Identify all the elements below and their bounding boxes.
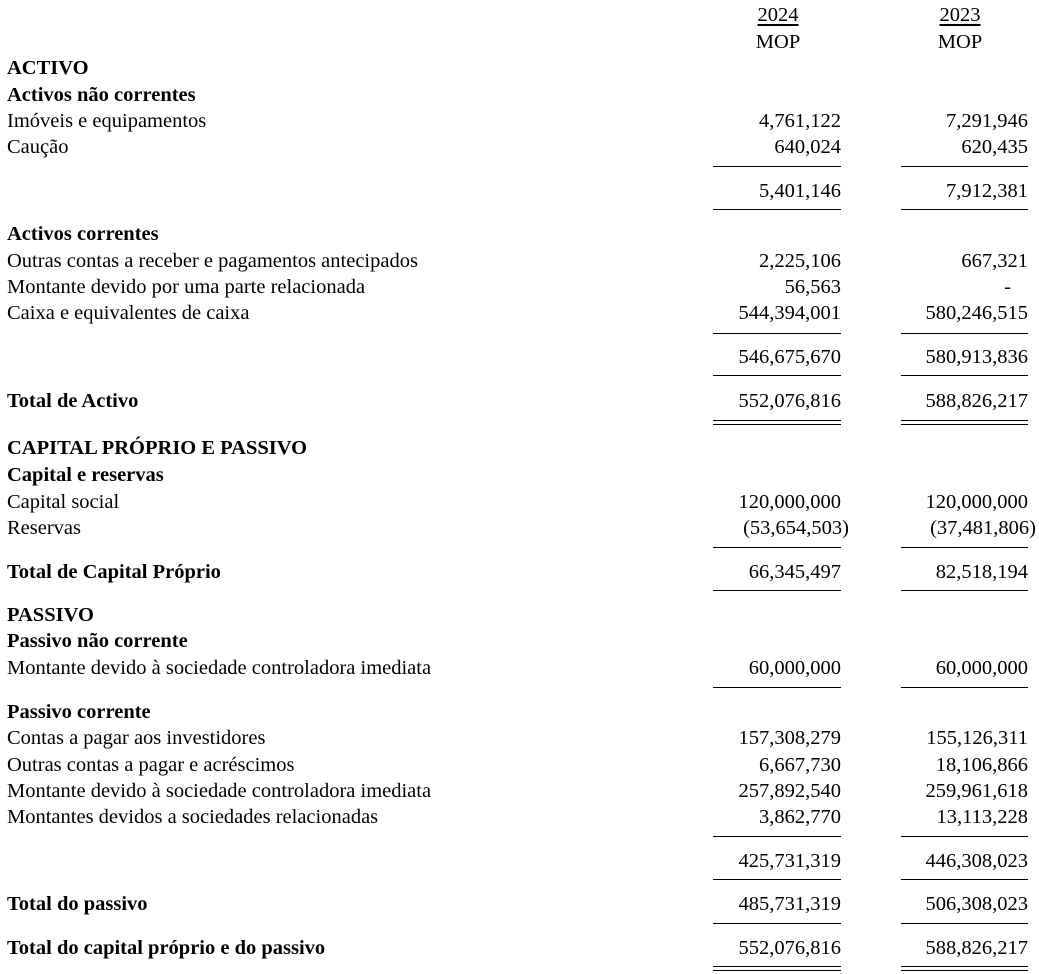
subsection-title: Passivo não corrente bbox=[7, 630, 188, 652]
value-2024: 56,563 bbox=[784, 276, 841, 298]
row-label: Outras contas a pagar e acréscimos bbox=[7, 754, 295, 776]
row-label: Outras contas a receber e pagamentos antecipados bbox=[7, 250, 418, 272]
value-2024: (53,654,503) bbox=[743, 517, 849, 539]
value-2023: - bbox=[1004, 276, 1011, 298]
rule bbox=[713, 547, 841, 548]
total-2024: 552,076,816 bbox=[738, 390, 841, 412]
value-2024: 6,667,730 bbox=[759, 754, 841, 776]
value-2023: 7,291,946 bbox=[946, 110, 1028, 132]
double-rule bbox=[901, 966, 1028, 971]
total-2023: 588,826,217 bbox=[925, 390, 1028, 412]
section-title-passivo: PASSIVO bbox=[7, 604, 94, 626]
grand-total-2024: 552,076,816 bbox=[738, 937, 841, 959]
double-rule bbox=[713, 420, 841, 425]
value-2024: 120,000,000 bbox=[738, 491, 841, 513]
row-label: Caixa e equivalentes de caixa bbox=[7, 302, 250, 324]
rule bbox=[713, 879, 841, 880]
rule bbox=[901, 687, 1028, 688]
subsection-title: Activos não correntes bbox=[7, 84, 196, 106]
value-2023: (37,481,806) bbox=[930, 517, 1036, 539]
header-currency-2023: MOP bbox=[937, 31, 983, 53]
value-2023: 60,000,000 bbox=[935, 657, 1028, 679]
value-2023: 580,246,515 bbox=[925, 302, 1028, 324]
value-2023: 259,961,618 bbox=[925, 780, 1028, 802]
subsection-title: Capital e reservas bbox=[7, 464, 164, 486]
double-rule bbox=[901, 420, 1028, 425]
rule bbox=[901, 375, 1028, 376]
value-2024: 60,000,000 bbox=[748, 657, 841, 679]
row-label: Montante devido à sociedade controladora imediata bbox=[7, 657, 432, 679]
row-label: Montante devido à sociedade controladora imediata bbox=[7, 780, 432, 802]
row-label: Imóveis e equipamentos bbox=[7, 110, 207, 132]
header-year-2023: 2023 bbox=[939, 4, 981, 26]
value-2023: 155,126,311 bbox=[926, 727, 1028, 749]
subtotal-2024: 425,731,319 bbox=[738, 850, 841, 872]
subtotal-2023: 7,912,381 bbox=[946, 180, 1028, 202]
rule bbox=[713, 836, 841, 837]
value-2023: 620,435 bbox=[961, 136, 1028, 158]
grand-total-2023: 588,826,217 bbox=[925, 937, 1028, 959]
subsection-title: Activos correntes bbox=[7, 223, 159, 245]
rule bbox=[713, 209, 841, 210]
row-label: Reservas bbox=[7, 517, 82, 539]
subtotal-2023: 446,308,023 bbox=[925, 850, 1028, 872]
rule bbox=[713, 590, 841, 591]
rule bbox=[901, 590, 1028, 591]
rule bbox=[901, 547, 1028, 548]
header-currency-2024: MOP bbox=[755, 31, 801, 53]
value-2023: 13,113,228 bbox=[936, 806, 1028, 828]
row-label: Montante devido por uma parte relacionada bbox=[7, 276, 366, 298]
total-2023: 506,308,023 bbox=[925, 893, 1028, 915]
value-2024: 544,394,001 bbox=[738, 302, 841, 324]
section-title-capital-passivo: CAPITAL PRÓPRIO E PASSIVO bbox=[7, 437, 308, 459]
total-2024: 66,345,497 bbox=[748, 561, 841, 583]
value-2024: 257,892,540 bbox=[738, 780, 841, 802]
value-2023: 18,106,866 bbox=[935, 754, 1028, 776]
value-2024: 640,024 bbox=[774, 136, 841, 158]
subtotal-2024: 5,401,146 bbox=[759, 180, 841, 202]
rule bbox=[713, 375, 841, 376]
value-2023: 120,000,000 bbox=[925, 491, 1028, 513]
rule bbox=[901, 209, 1028, 210]
subtotal-2023: 580,913,836 bbox=[925, 346, 1028, 368]
row-label: Capital social bbox=[7, 491, 120, 513]
grand-total-label: Total do capital próprio e do passivo bbox=[7, 937, 326, 959]
value-2024: 2,225,106 bbox=[759, 250, 841, 272]
total-2023: 82,518,194 bbox=[935, 561, 1028, 583]
total-2024: 485,731,319 bbox=[738, 893, 841, 915]
rule bbox=[713, 166, 841, 167]
rule bbox=[901, 836, 1028, 837]
rule bbox=[901, 166, 1028, 167]
rule bbox=[901, 879, 1028, 880]
header-year-2024: 2024 bbox=[757, 4, 799, 26]
total-label: Total de Activo bbox=[7, 390, 139, 412]
row-label: Montantes devidos a sociedades relacionadas bbox=[7, 806, 379, 828]
rule bbox=[713, 687, 841, 688]
rule bbox=[901, 333, 1028, 334]
row-label: Caução bbox=[7, 136, 69, 158]
value-2024: 4,761,122 bbox=[759, 110, 841, 132]
rule bbox=[713, 923, 841, 924]
rule bbox=[713, 333, 841, 334]
value-2023: 667,321 bbox=[961, 250, 1028, 272]
rule bbox=[901, 923, 1028, 924]
total-label: Total do passivo bbox=[7, 893, 148, 915]
subsection-title: Passivo corrente bbox=[7, 701, 151, 723]
section-title-activo: ACTIVO bbox=[7, 57, 89, 79]
subtotal-2024: 546,675,670 bbox=[738, 346, 841, 368]
double-rule bbox=[713, 966, 841, 971]
value-2024: 3,862,770 bbox=[759, 806, 841, 828]
row-label: Contas a pagar aos investidores bbox=[7, 727, 266, 749]
value-2024: 157,308,279 bbox=[738, 727, 841, 749]
total-label: Total de Capital Próprio bbox=[7, 561, 221, 583]
